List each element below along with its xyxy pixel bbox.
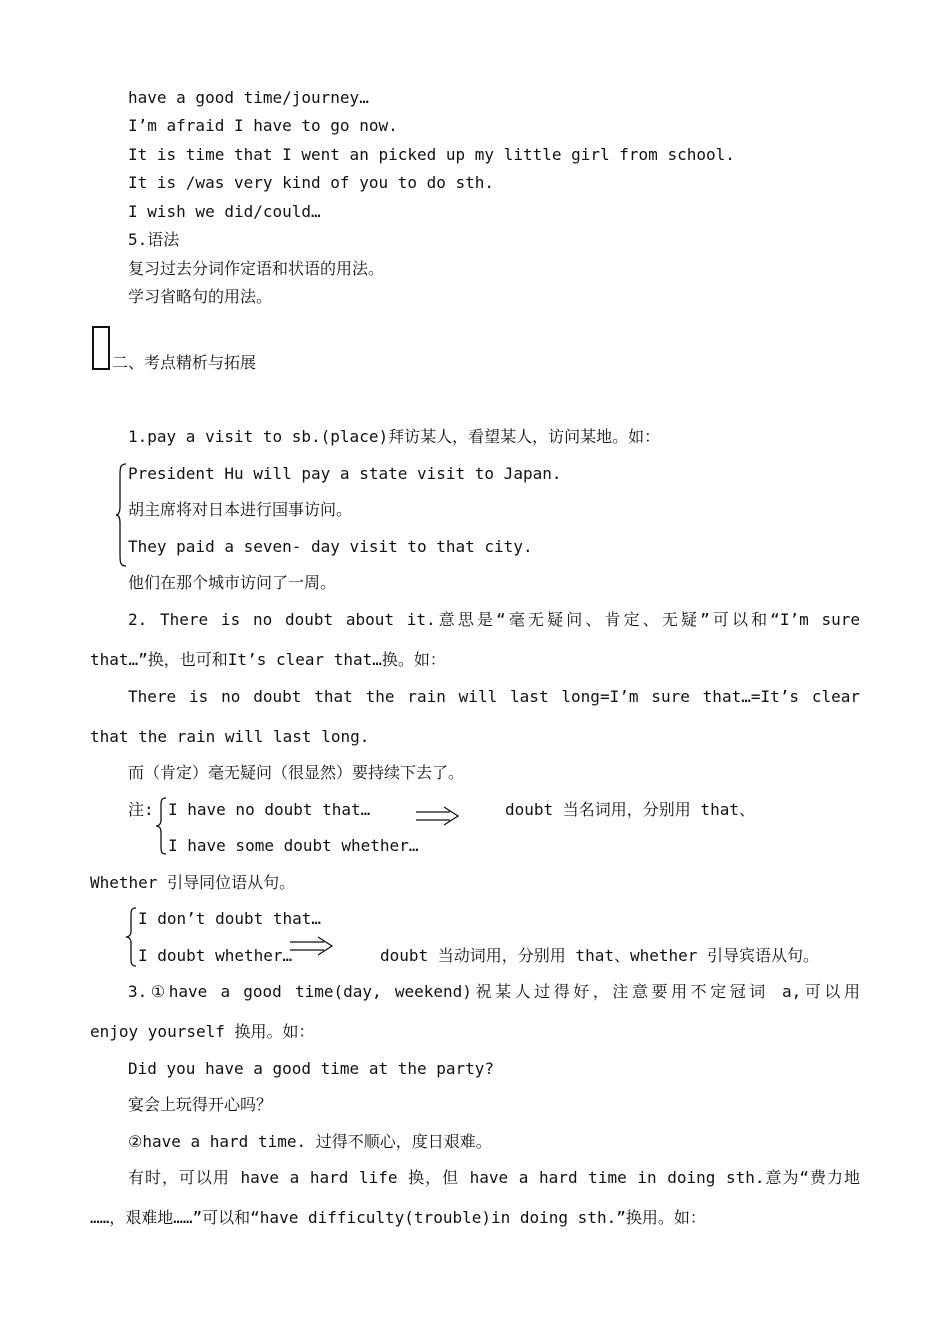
example-sentence: President Hu will pay a state visit to Japan. [128, 464, 562, 483]
text-line: ……，艰难地……”可以和“have difficulty(trouble)in doing sth.”换用。如： [90, 1208, 706, 1227]
section-title: 二、考点精析与拓展 [112, 353, 257, 372]
text-line: ②have a hard time. 过得不顺心，度日艰难。 [128, 1132, 492, 1151]
text-line: 复习过去分词作定语和状语的用法。 [128, 259, 385, 278]
text-line: that…”换，也可和It’s clear that…换。如： [90, 650, 446, 669]
left-brace-icon [114, 462, 128, 568]
text-line: I wish we did/could… [128, 202, 321, 221]
text-line: It is /was very kind of you to do sth. [128, 173, 495, 192]
example-translation: 而（肯定）毫无疑问（很显然）要持续下去了。 [128, 763, 465, 782]
text-line: 2. There is no doubt about it.意思是“毫无疑问、肯定、无疑”可以和“I’m sure [128, 610, 860, 629]
text-line: 有时，可以用 have a hard life 换，但 have a hard time in doing sth.意为“费力地 [128, 1168, 860, 1187]
note-explanation: doubt 当动词用，分别用 that、whether 引导宾语从句。 [380, 946, 820, 965]
placeholder-box-icon [92, 326, 110, 370]
note-sentence: I doubt whether… [138, 946, 293, 965]
note-label: 注: [128, 800, 154, 819]
note-sentence: I have no doubt that… [168, 800, 371, 819]
example-sentence: They paid a seven- day visit to that city. [128, 537, 533, 556]
text-line: 3.①have a good time(day, weekend)祝某人过得好，注意要用不定冠词 a,可以用 [128, 982, 860, 1001]
note-explanation: Whether 引导同位语从句。 [90, 873, 296, 892]
example-sentence: that the rain will last long. [90, 727, 370, 746]
note-sentence: I don’t doubt that… [138, 909, 322, 928]
text-line: 5.语法 [128, 230, 180, 249]
example-sentence: There is no doubt that the rain will last long=I’m sure that…=It’s clear [128, 687, 860, 706]
note-explanation: doubt 当名词用，分别用 that、 [505, 800, 755, 819]
left-brace-icon [154, 796, 168, 856]
note-sentence: I have some doubt whether… [168, 836, 419, 855]
left-brace-icon [124, 906, 138, 968]
example-translation: 胡主席将对日本进行国事访问。 [128, 500, 353, 519]
text-line: have a good time/journey… [128, 88, 369, 107]
text-line: enjoy yourself 换用。如： [90, 1022, 315, 1041]
text-line: I’m afraid I have to go now. [128, 116, 398, 135]
text-line: 学习省略句的用法。 [128, 287, 273, 306]
double-arrow-icon [288, 936, 334, 956]
example-sentence: Did you have a good time at the party? [128, 1059, 495, 1078]
double-arrow-icon [414, 806, 460, 826]
example-translation: 宴会上玩得开心吗？ [128, 1095, 273, 1114]
text-line: It is time that I went an picked up my little girl from school. [128, 145, 735, 164]
text-line: 1.pay a visit to sb.(place)拜访某人，看望某人，访问某地。如： [128, 427, 661, 446]
example-translation: 他们在那个城市访问了一周。 [128, 573, 337, 592]
